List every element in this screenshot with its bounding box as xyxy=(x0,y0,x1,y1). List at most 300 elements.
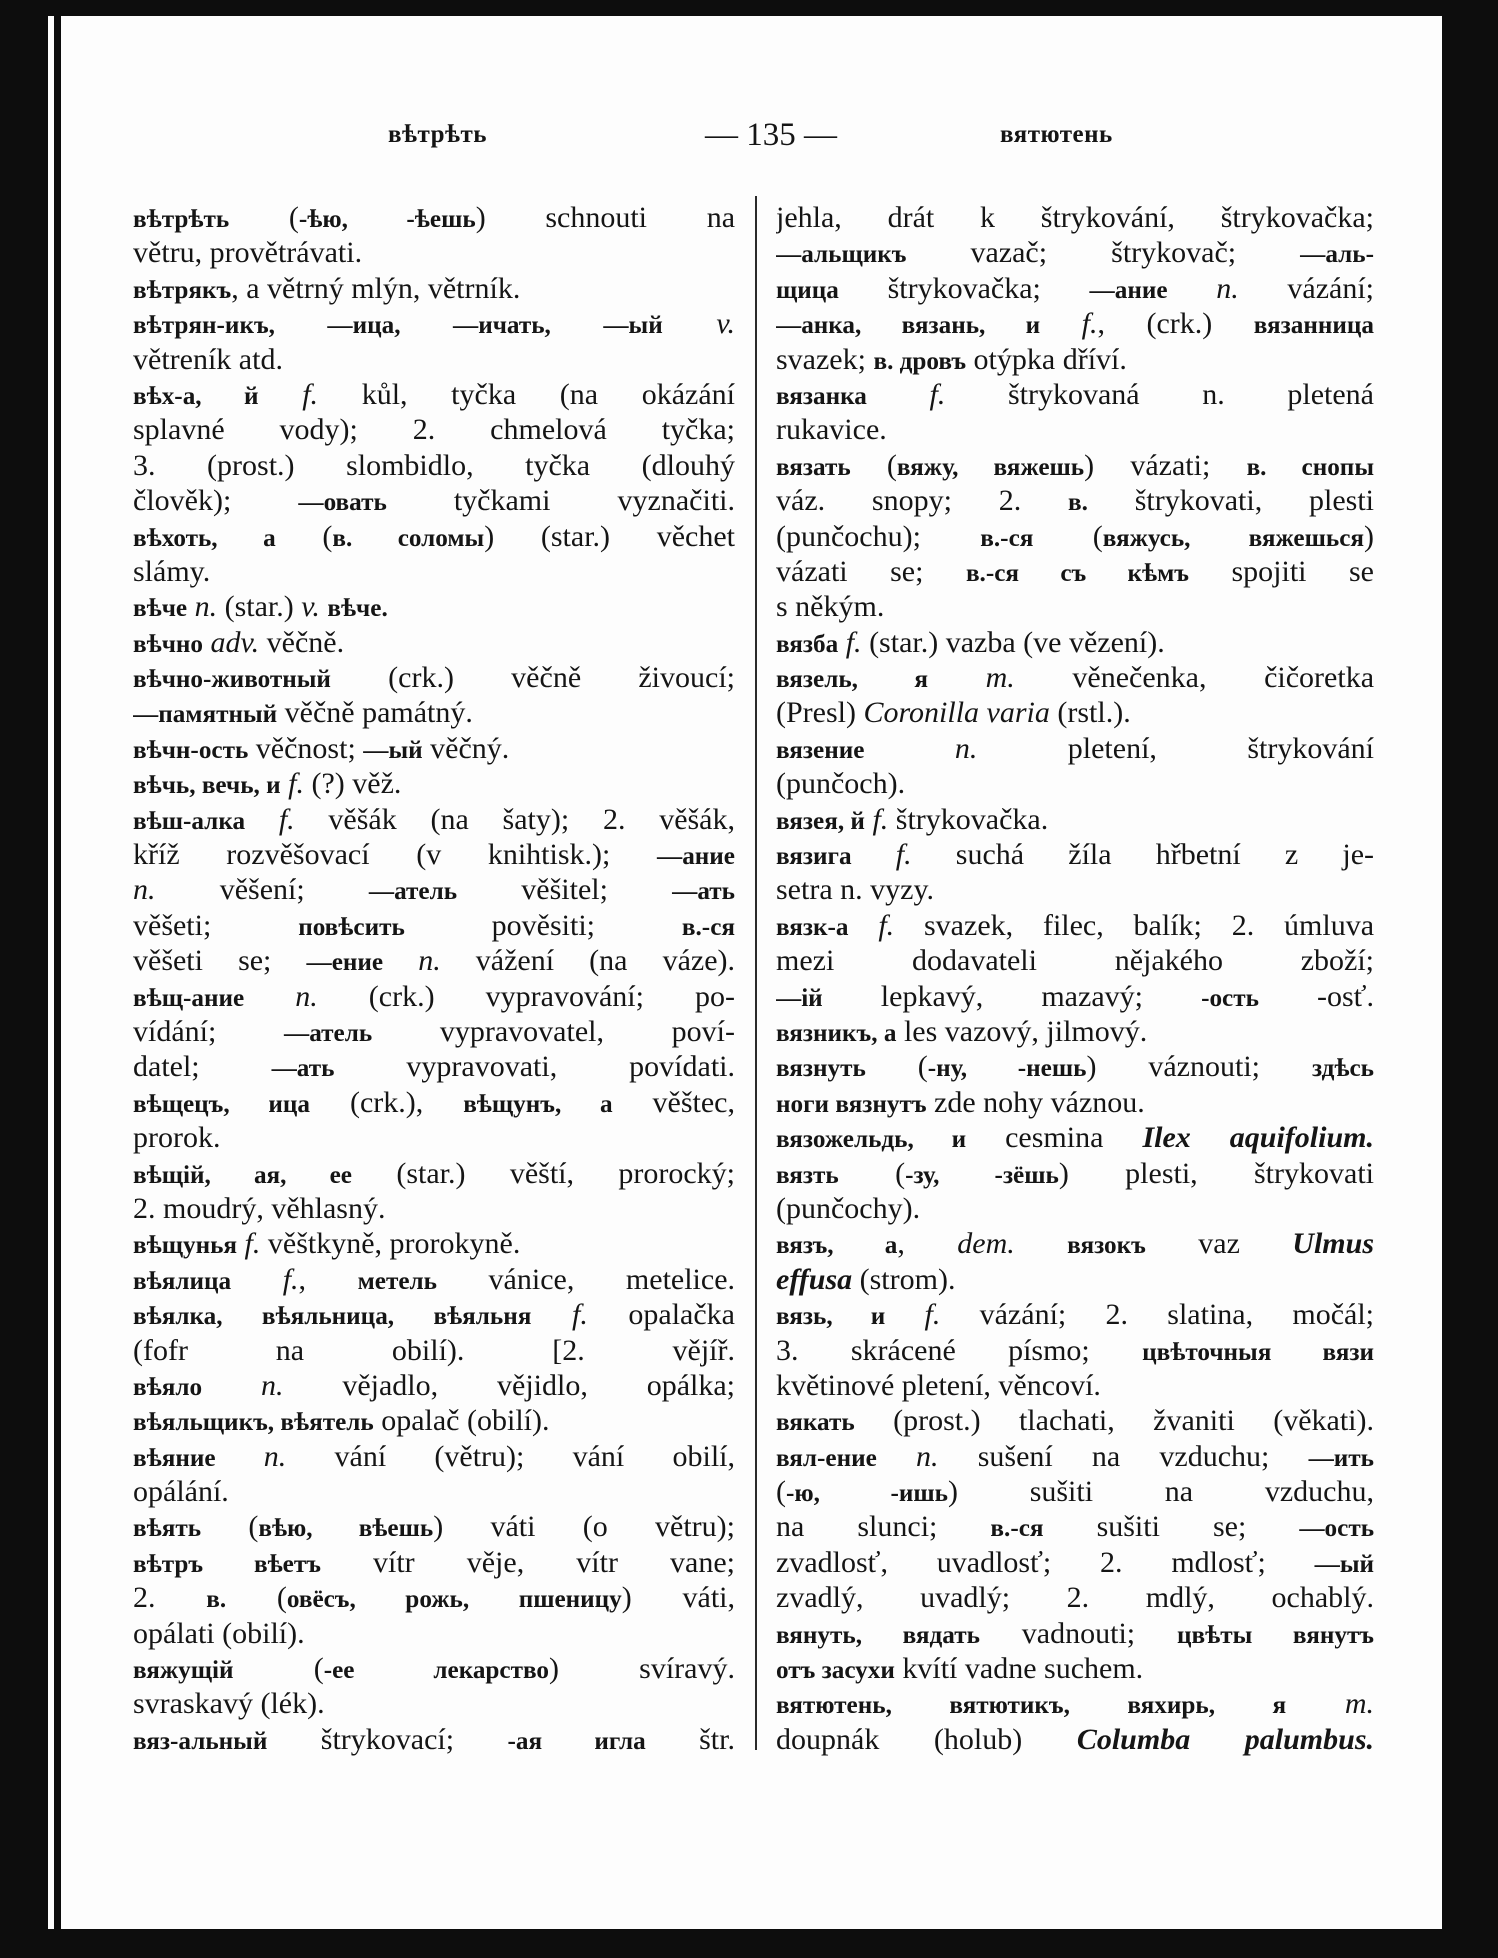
italic-text: f. xyxy=(282,1262,299,1296)
italic-text: Ulmus xyxy=(1292,1227,1374,1261)
headword-text: -ее лекарство xyxy=(323,1657,550,1685)
headword-text: —ание xyxy=(1089,276,1168,304)
dictionary-line xyxy=(133,731,735,766)
gloss-text: rukavice. xyxy=(776,413,887,447)
italic-text: n. xyxy=(295,979,318,1013)
headword-text: в.-ся съ кѣмъ xyxy=(965,559,1189,587)
gloss-text xyxy=(216,1440,264,1473)
gloss-text: ( xyxy=(776,1475,786,1509)
headword-text: вязея, й xyxy=(776,807,865,835)
italic-text: n. xyxy=(1216,271,1239,305)
headword-text: вѣтръ вѣетъ xyxy=(133,1550,321,1578)
gloss-text: věčně. xyxy=(259,625,345,659)
dictionary-line xyxy=(133,1474,735,1509)
gloss-text: ) váti (o větru); xyxy=(433,1510,735,1544)
dictionary-line xyxy=(776,943,1374,978)
gloss-text: ) sušiti na vzduchu, xyxy=(947,1475,1374,1509)
gloss-text: vadnouti; xyxy=(979,1616,1177,1650)
headword-text: вѣю, вѣешь xyxy=(258,1515,434,1543)
dictionary-line xyxy=(776,1333,1374,1368)
gloss-text xyxy=(885,1298,924,1331)
gloss-text: (rstl.). xyxy=(1049,696,1131,730)
dictionary-line xyxy=(776,695,1374,730)
headword-text: в. xyxy=(1068,489,1088,517)
headword-text: вѣщецъ, ица xyxy=(133,1090,311,1118)
headword-text: —ый xyxy=(363,736,423,764)
dictionary-line xyxy=(776,802,1374,837)
scan-border-left-line xyxy=(54,0,61,1958)
headword-text: вязига xyxy=(776,843,852,871)
gloss-text xyxy=(281,767,289,800)
gloss-text xyxy=(383,944,418,977)
gloss-text: , a větrný mlýn, větrník. xyxy=(231,271,521,305)
headword-text: вѣхоть, а xyxy=(133,524,276,552)
dictionary-line xyxy=(133,1651,735,1686)
headword-text: —ость xyxy=(1299,1515,1374,1543)
column-divider xyxy=(755,196,757,1750)
dictionary-line xyxy=(133,271,735,306)
gloss-text: vázání; xyxy=(1238,271,1374,305)
gloss-text: věšení; xyxy=(155,873,369,907)
dictionary-line xyxy=(776,589,1374,624)
dictionary-line xyxy=(133,1191,735,1226)
headword-text: вѣять xyxy=(133,1515,202,1543)
gloss-text: věštec, xyxy=(612,1085,735,1119)
dictionary-line xyxy=(133,766,735,801)
headword-text: в.-ся xyxy=(681,913,735,941)
dictionary-line xyxy=(133,1120,735,1155)
dictionary-line xyxy=(776,235,1374,270)
gloss-text xyxy=(849,909,879,942)
gloss-text: svazek, filec, balík; 2. úmluva xyxy=(894,908,1374,942)
headword-text: вѣялица xyxy=(133,1267,232,1295)
headword-text: —ій xyxy=(776,984,823,1012)
italic-text: f. xyxy=(872,802,889,836)
gloss-text: sušení na vzduchu; xyxy=(938,1439,1309,1473)
headword-text: вѣчь, вечь, и xyxy=(133,772,281,800)
dictionary-line xyxy=(776,483,1374,518)
gloss-text: (punčochu); xyxy=(776,519,981,553)
headword-text: вѣщ-ание xyxy=(133,984,245,1012)
dictionary-line xyxy=(133,1545,735,1580)
headword-text: вязнуть xyxy=(776,1055,866,1083)
dictionary-line xyxy=(776,306,1374,341)
gloss-text xyxy=(867,378,930,411)
headword-text: вѣш-алка xyxy=(133,807,246,835)
gloss-text: štr. xyxy=(645,1722,735,1756)
headword-text: -ну, -нешь xyxy=(927,1055,1087,1083)
header-first-word: вѣтрѣть xyxy=(388,121,487,148)
dictionary-line xyxy=(776,837,1374,872)
gloss-text: vypravovatel, poví- xyxy=(372,1014,735,1048)
gloss-text: ) xyxy=(1364,519,1374,553)
italic-text: f. xyxy=(302,377,319,411)
headword-text: в.-ся xyxy=(980,524,1034,552)
dictionary-line xyxy=(133,1049,735,1084)
dictionary-line xyxy=(776,1722,1374,1757)
gloss-text: (?) věž. xyxy=(303,767,402,801)
gloss-text: člověk); xyxy=(133,484,299,518)
gloss-text xyxy=(928,661,986,694)
gloss-text: setra n. vyzy. xyxy=(776,873,934,907)
italic-text: n. xyxy=(954,731,978,765)
gloss-text: ) svíravý. xyxy=(549,1652,735,1686)
headword-text: вѣяльщикъ, вѣятель xyxy=(133,1409,374,1437)
gloss-text: 2. moudrý, věhlasný. xyxy=(133,1191,386,1225)
headword-text: вѣяние xyxy=(133,1444,216,1472)
dictionary-line xyxy=(133,908,735,943)
dictionary-line xyxy=(776,1049,1374,1084)
gloss-text xyxy=(531,1298,572,1331)
dictionary-line xyxy=(776,1262,1374,1297)
gloss-text: věšák (na šaty); 2. věšák, xyxy=(294,802,735,836)
italic-text: n. xyxy=(194,590,218,624)
gloss-text: opalačka xyxy=(587,1298,735,1332)
dictionary-line xyxy=(776,1368,1374,1403)
dictionary-line xyxy=(133,1439,735,1474)
headword-text: вязожельдь, и xyxy=(776,1126,967,1154)
dictionary-line xyxy=(133,1297,735,1332)
dictionary-line xyxy=(133,306,735,341)
dictionary-line xyxy=(133,1014,735,1049)
dictionary-line xyxy=(133,1616,735,1651)
italic-text: adv. xyxy=(210,625,260,659)
gloss-text: ( xyxy=(275,519,333,553)
gloss-text: ( xyxy=(226,1581,287,1615)
gloss-text: opálání. xyxy=(133,1475,229,1509)
header-last-word: вятютень xyxy=(1000,121,1113,148)
gloss-text: datel; xyxy=(133,1050,272,1084)
gloss-text: ) plesti, štrykovati xyxy=(1058,1156,1374,1190)
gloss-text: (Presl) xyxy=(776,696,864,730)
headword-text: вякать xyxy=(776,1409,855,1437)
headword-text: —ый xyxy=(1314,1550,1374,1578)
gloss-text: na slunci; xyxy=(776,1510,991,1544)
dictionary-line xyxy=(133,1509,735,1544)
gloss-text xyxy=(1286,1687,1345,1720)
gloss-text xyxy=(864,732,954,765)
gloss-text: sušiti se; xyxy=(1043,1510,1300,1544)
gloss-text: (crk.) věčně živoucí; xyxy=(330,661,735,695)
headword-text: вѣщунъ, а xyxy=(463,1090,613,1118)
headword-text: вязь, и xyxy=(776,1303,886,1331)
gloss-text: věšeti; xyxy=(133,908,299,942)
headword-text: вѣче. xyxy=(327,595,388,623)
dictionary-line xyxy=(776,908,1374,943)
headword-text: вѣчно-животный xyxy=(133,666,331,694)
dictionary-line xyxy=(133,1686,735,1721)
gloss-text xyxy=(202,1369,261,1402)
gloss-text: pověsiti; xyxy=(404,908,682,942)
dictionary-line xyxy=(776,342,1374,377)
headword-text: —альщикъ xyxy=(776,241,907,269)
dictionary-line xyxy=(776,766,1374,801)
gloss-text: vějadlo, vějidlo, opálka; xyxy=(283,1368,735,1402)
headword-text: вѣтрякъ xyxy=(133,276,232,304)
headword-text: —овать xyxy=(298,489,387,517)
italic-text: v. xyxy=(301,590,320,624)
gloss-text: splavné vody); 2. chmelová tyčka; xyxy=(133,413,735,447)
headword-text: метель xyxy=(357,1267,437,1295)
dictionary-line xyxy=(133,448,735,483)
gloss-text: věštkyně, prorokyně. xyxy=(260,1227,521,1261)
gloss-text: věčně památný. xyxy=(277,696,473,730)
dictionary-line xyxy=(776,1545,1374,1580)
italic-text: f. xyxy=(845,625,862,659)
dictionary-line xyxy=(776,412,1374,447)
gloss-text: věšeti se; xyxy=(133,944,307,978)
headword-text: ноги вязнутъ xyxy=(776,1090,927,1118)
headword-text: вѣчно xyxy=(133,630,204,658)
headword-text: -ость xyxy=(1201,984,1259,1012)
gloss-text: věšitel; xyxy=(457,873,673,907)
left-column xyxy=(133,200,735,1757)
headword-text: —анка, вязань, и xyxy=(776,312,1041,340)
headword-text: вяжу, вяжешь xyxy=(896,453,1085,481)
headword-text: -ю, -ишь xyxy=(786,1480,948,1508)
gloss-text xyxy=(877,1440,916,1473)
headword-text: цвѣты вянутъ xyxy=(1177,1621,1374,1649)
italic-text: n. xyxy=(133,873,156,907)
gloss-text xyxy=(187,590,195,623)
headword-text: вѣтрѣть xyxy=(133,206,230,233)
headword-text: вѣчн-ость xyxy=(133,736,249,764)
headword-text: в. дровъ xyxy=(873,347,967,375)
dictionary-line xyxy=(133,872,735,907)
dictionary-line xyxy=(776,1686,1374,1721)
dictionary-line xyxy=(133,412,735,447)
italic-text: dem. xyxy=(957,1227,1015,1261)
gloss-text: vypravovati, povídati. xyxy=(334,1050,735,1084)
gloss-text: větreník atd. xyxy=(133,342,283,376)
dictionary-line xyxy=(133,1403,735,1438)
gloss-text: ) schnouti na xyxy=(475,201,735,234)
gloss-text: ( xyxy=(865,1050,928,1084)
dictionary-line xyxy=(776,1014,1374,1049)
headword-text: вязель, я xyxy=(776,666,928,694)
dictionary-line xyxy=(776,660,1374,695)
dictionary-line xyxy=(133,1722,735,1757)
gloss-text: (star.) xyxy=(217,590,302,624)
gloss-text xyxy=(1168,272,1217,305)
gloss-text: spojiti se xyxy=(1188,554,1374,588)
gloss-text xyxy=(244,980,295,1013)
gloss-text: doupnák (holub) xyxy=(776,1722,1077,1756)
gloss-text: vázati se; xyxy=(776,554,966,588)
italic-text: m. xyxy=(985,661,1015,695)
gloss-text: ( xyxy=(233,1652,324,1686)
gloss-text: 3. (prost.) slombidlo, tyčka (dlouhý xyxy=(133,448,735,482)
gloss-text: otýpka dříví. xyxy=(966,342,1127,376)
italic-text: Coronilla varia xyxy=(863,696,1050,730)
gloss-text: věčnost; xyxy=(248,731,364,765)
headword-text: —атель xyxy=(368,878,458,906)
dictionary-line xyxy=(133,483,735,518)
headword-text: вяжусь, вяжешься xyxy=(1102,524,1364,552)
gloss-text: tyčkami vyznačiti. xyxy=(386,484,735,518)
dictionary-line xyxy=(776,625,1374,660)
italic-text: m. xyxy=(1344,1687,1374,1721)
gloss-text: mezi dodavateli nějakého zboží; xyxy=(776,944,1374,978)
dictionary-line xyxy=(776,1439,1374,1474)
dictionary-line xyxy=(776,200,1374,235)
gloss-text: 2. xyxy=(133,1581,207,1615)
headword-text: вѣялка, вѣяльница, вѣяльня xyxy=(133,1303,532,1331)
gloss-text: vánice, metelice. xyxy=(436,1262,735,1296)
dictionary-line xyxy=(133,1368,735,1403)
gloss-text: jehla, drát k štrykování, štrykovačka; xyxy=(776,201,1374,234)
dictionary-line xyxy=(776,271,1374,306)
gloss-text xyxy=(203,626,211,659)
italic-text: f. xyxy=(895,838,912,872)
dictionary-line xyxy=(776,519,1374,554)
italic-text: Ilex aquifolium. xyxy=(1142,1121,1374,1155)
gloss-text xyxy=(1040,307,1081,340)
gloss-text: zde nohy váznou. xyxy=(926,1085,1145,1119)
gloss-text: větru, provětrávati. xyxy=(133,236,363,270)
scan-border-top xyxy=(0,0,1498,16)
gloss-text: zvadlý, uvadlý; 2. mdlý, ochablý. xyxy=(776,1581,1374,1615)
dictionary-line xyxy=(776,1297,1374,1332)
gloss-text xyxy=(245,803,279,836)
gloss-text: -osť. xyxy=(1258,979,1374,1013)
scan-border-left xyxy=(0,0,48,1958)
gloss-text: vazač; štrykovač; xyxy=(906,236,1301,270)
gloss-text: ( xyxy=(838,1156,906,1190)
dictionary-line xyxy=(776,1156,1374,1191)
headword-text: вязникъ, а xyxy=(776,1019,897,1047)
dictionary-line xyxy=(776,1191,1374,1226)
gloss-text: (strom). xyxy=(852,1262,956,1296)
gloss-text: suchá žíla hřbetní z je- xyxy=(911,838,1374,872)
dictionary-line xyxy=(133,1333,735,1368)
gloss-text: štrykovaná n. pletená xyxy=(945,377,1374,411)
dictionary-line xyxy=(133,200,735,235)
italic-text: f. xyxy=(924,1298,941,1332)
page-number: — 135 — xyxy=(705,117,837,153)
gloss-text: prorok. xyxy=(133,1121,221,1155)
dictionary-line xyxy=(133,943,735,978)
dictionary-line xyxy=(133,554,735,589)
headword-text: вѣх-а, й xyxy=(133,382,259,410)
headword-text: вятютень, вятютикъ, вяхирь, я xyxy=(776,1692,1287,1720)
gloss-text: cesmina xyxy=(966,1121,1143,1155)
italic-text: v. xyxy=(716,307,735,341)
italic-text: f. xyxy=(929,377,946,411)
gloss-text: ) vázati; xyxy=(1084,448,1247,482)
gloss-text: s někým. xyxy=(776,590,885,624)
headword-text: вянуть, вядать xyxy=(776,1621,980,1649)
gloss-text: (punčochy). xyxy=(776,1191,921,1225)
headword-text: вѣтрян-икъ, —ица, —ичать, —ый xyxy=(133,312,663,340)
gloss-text: 3. skrácené písmo; xyxy=(776,1333,1143,1367)
headword-text: -ѣю, -ѣешь xyxy=(298,206,476,233)
italic-text: effusa xyxy=(776,1262,853,1296)
italic-text: f. xyxy=(278,802,295,836)
gloss-text: ( xyxy=(850,448,897,482)
headword-text: вѣщунья xyxy=(133,1232,238,1260)
headword-text: вязокъ xyxy=(1067,1232,1146,1260)
dictionary-line xyxy=(133,235,735,270)
gloss-text: , (crk.) xyxy=(1097,307,1254,341)
gloss-text: (crk.) vypravování; po- xyxy=(317,979,735,1013)
dictionary-line xyxy=(776,1226,1374,1261)
gloss-text: štrykovačka; xyxy=(838,271,1090,305)
dictionary-line xyxy=(776,1085,1374,1120)
headword-text: повѣсить xyxy=(298,913,405,941)
dictionary-line xyxy=(133,802,735,837)
gloss-text: vážení (na váze). xyxy=(440,944,735,978)
dictionary-line xyxy=(133,1580,735,1615)
dictionary-line xyxy=(133,695,735,730)
gloss-text: ) váti, xyxy=(621,1581,735,1615)
italic-text: n. xyxy=(418,944,441,978)
gloss-text xyxy=(259,378,303,411)
gloss-text: váz. snopy; 2. xyxy=(776,484,1069,518)
gloss-text: ( xyxy=(1033,519,1103,553)
dictionary-line xyxy=(776,979,1374,1014)
gloss-text: pletení, štrykování xyxy=(977,731,1374,765)
gloss-text xyxy=(1015,1227,1067,1260)
headword-text: вѣщій, ая, ее xyxy=(133,1161,352,1189)
dictionary-line xyxy=(133,1226,735,1261)
headword-text: —памятный xyxy=(133,701,278,729)
headword-text: вязение xyxy=(776,736,865,764)
headword-text: цвѣточныя вязи xyxy=(1142,1338,1374,1366)
gloss-text: štrykovati, plesti xyxy=(1087,484,1374,518)
dictionary-line xyxy=(133,1156,735,1191)
gloss-text: věčný. xyxy=(422,731,510,765)
gloss-text xyxy=(852,838,896,871)
italic-text: n. xyxy=(260,1368,284,1402)
headword-text: —атель xyxy=(284,1019,373,1047)
gloss-text: svraskavý (lék). xyxy=(133,1687,325,1721)
scan-border-bottom xyxy=(0,1929,1498,1958)
headword-text: —ение xyxy=(306,949,384,977)
gloss-text: vítr věje, vítr vane; xyxy=(320,1545,735,1579)
headword-text: в.-ся xyxy=(990,1515,1044,1543)
gloss-text: slámy. xyxy=(133,554,211,588)
gloss-text: zvadlosť, uvadlosť; 2. mdlosť; xyxy=(776,1545,1315,1579)
gloss-text: ) (star.) věchet xyxy=(484,519,735,553)
gloss-text: , xyxy=(298,1262,358,1296)
gloss-text xyxy=(663,307,717,340)
dictionary-line xyxy=(776,1120,1374,1155)
headword-text: вязанка xyxy=(776,382,867,410)
headword-text: овёсъ, рожь, пшеницу xyxy=(286,1586,622,1614)
italic-text: n. xyxy=(916,1439,939,1473)
italic-text: f. xyxy=(244,1227,261,1261)
gloss-text: (crk.), xyxy=(310,1085,464,1119)
gloss-text: , xyxy=(897,1227,958,1261)
headword-text: вѣче xyxy=(133,595,188,623)
italic-text: f. xyxy=(1081,307,1098,341)
headword-text: в. соломы xyxy=(332,524,485,552)
headword-text: —ить xyxy=(1308,1444,1374,1472)
gloss-text xyxy=(237,1227,245,1260)
dictionary-line xyxy=(133,519,735,554)
dictionary-line xyxy=(133,342,735,377)
headword-text: вял-ение xyxy=(776,1444,877,1472)
dictionary-line xyxy=(776,1509,1374,1544)
gloss-text: (star.) věští, prorocký; xyxy=(351,1156,735,1190)
headword-text: в. xyxy=(206,1586,227,1614)
gloss-text: (prost.) tlachati, žvaniti (věkati). xyxy=(854,1404,1374,1438)
headword-text: вѣяло xyxy=(133,1373,203,1401)
gloss-text xyxy=(231,1263,283,1296)
headword-text: вязть xyxy=(776,1161,839,1189)
headword-text: в. снопы xyxy=(1246,453,1374,481)
